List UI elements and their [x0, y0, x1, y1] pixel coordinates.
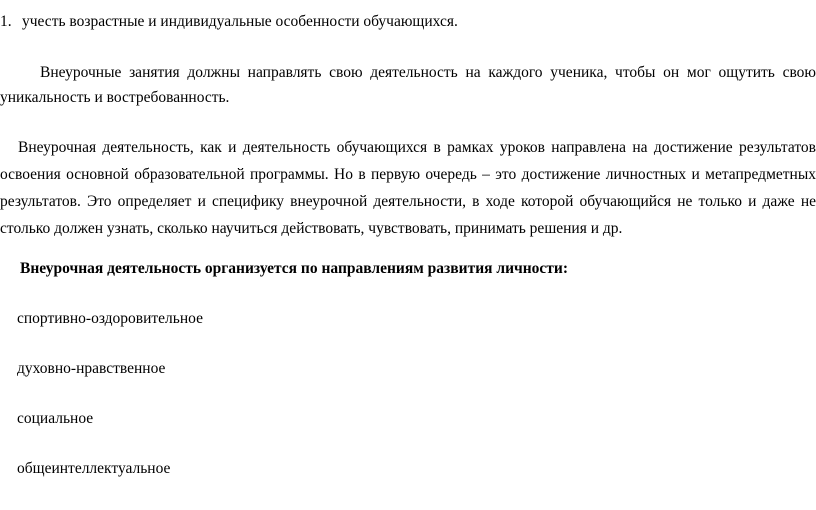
paragraph-line: освоения основной образовательной программы. Но в первую очередь – это достижение личностных и метапредметных [0, 166, 816, 183]
paragraph-line: Внеурочные занятия должны направлять свою деятельность на каждого ученика, чтобы он мог ощутить свою [40, 64, 816, 81]
direction-item: духовно-нравственное [17, 360, 166, 377]
direction-item: спортивно-оздоровительное [17, 310, 203, 327]
section-heading: Внеурочная деятельность организуется по направлениям развития личности: [20, 260, 569, 277]
paragraph-line: Внеурочная деятельность, как и деятельность обучающихся в рамках уроков направлена на достижение результатов [18, 139, 816, 156]
direction-item: общеинтеллектуальное [17, 460, 171, 477]
paragraph-line: столько должен узнать, сколько научиться действовать, чувствовать, принимать решения и др. [0, 220, 623, 237]
paragraph-line: уникальность и востребованность. [0, 89, 230, 106]
paragraph-line: результатов. Это определяет и специфику внеурочной деятельности, в ходе которой обучающийся не только и даже не [0, 193, 816, 210]
list-item-text: учесть возрастные и индивидуальные особенности обучающихся. [22, 13, 458, 30]
direction-item: социальное [17, 410, 94, 427]
list-number: 1. [0, 13, 12, 30]
